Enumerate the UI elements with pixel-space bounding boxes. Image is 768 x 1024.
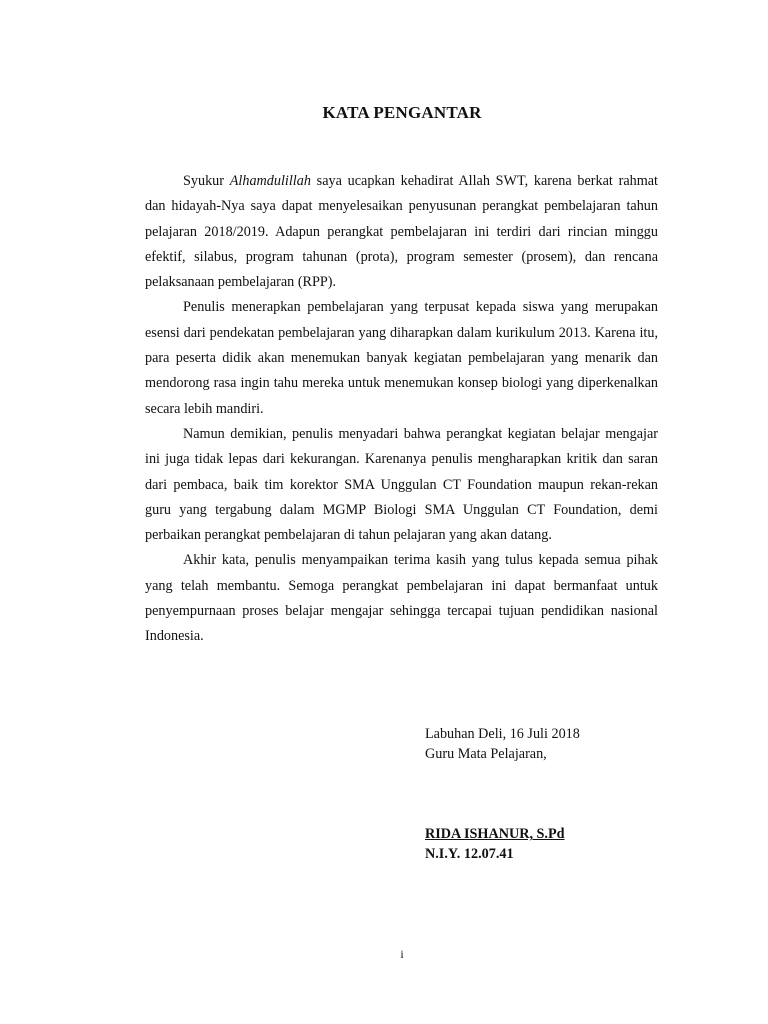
paragraph-1-emphasis: Alhamdulillah bbox=[229, 173, 311, 189]
signature-role: Guru Mata Pelajaran, bbox=[425, 746, 547, 762]
signature-block bbox=[425, 724, 580, 864]
body-text bbox=[145, 169, 658, 650]
paragraph-1 bbox=[145, 169, 658, 295]
page-number: i bbox=[400, 947, 404, 961]
paragraph-3: Namun demikian, penulis menyadari bahwa perangkat kegiatan belajar mengajar ini juga tidak lepas dari kekurangan. Karenanya penulis mengharapkan kritik dan saran dari pembaca, baik tim korektor SMA Unggulan CT Foundation maupun rekan-rekan guru yang tergabung dalam MGMP Biologi SMA Unggulan CT Foundation, demi perbaikan perangkat pembelajaran di tahun pelajaran yang akan datang. bbox=[145, 425, 658, 544]
paragraph-4: Akhir kata, penulis menyampaikan terima kasih yang tulus kepada semua pihak yang telah membantu. Semoga perangkat pembelajaran ini dapat bermanfaat untuk penyempurnaan proses belajar mengajar sehingga tercapai tujuan pendidikan nasional Indonesia. bbox=[145, 552, 658, 645]
page-title: KATA PENGANTAR bbox=[322, 103, 482, 122]
paragraph-1-lead: Syukur bbox=[183, 173, 230, 189]
signature-niy: N.I.Y. 12.07.41 bbox=[425, 846, 514, 862]
paragraph-2: Penulis menerapkan pembelajaran yang terpusat kepada siswa yang merupakan esensi dari pendekatan pembelajaran yang diharapkan dalam kurikulum 2013. Karena itu, para peserta didik akan menemukan banyak kegiatan pembelajaran yang menarik dan mendorong rasa ingin tahu mereka untuk menemukan konsep biologi yang diperkenalkan secara lebih mandiri. bbox=[145, 299, 658, 417]
paragraph-1-rest: saya ucapkan kehadirat Allah SWT, karena berkat rahmat dan hidayah-Nya saya dapat menyelesaikan penyusunan perangkat pembelajaran tahun pelajaran 2018/2019. Adapun perangkat pembelajaran ini terdiri dari rincian minggu efektif, silabus, program tahunan (prota), program semester (prosem), dan rencana pelaksanaan pembelajaran (RPP). bbox=[145, 173, 658, 291]
signature-space bbox=[425, 764, 580, 824]
signature-name: RIDA ISHANUR, S.Pd bbox=[425, 826, 565, 842]
signature-place-date: Labuhan Deli, 16 Juli 2018 bbox=[425, 726, 580, 742]
